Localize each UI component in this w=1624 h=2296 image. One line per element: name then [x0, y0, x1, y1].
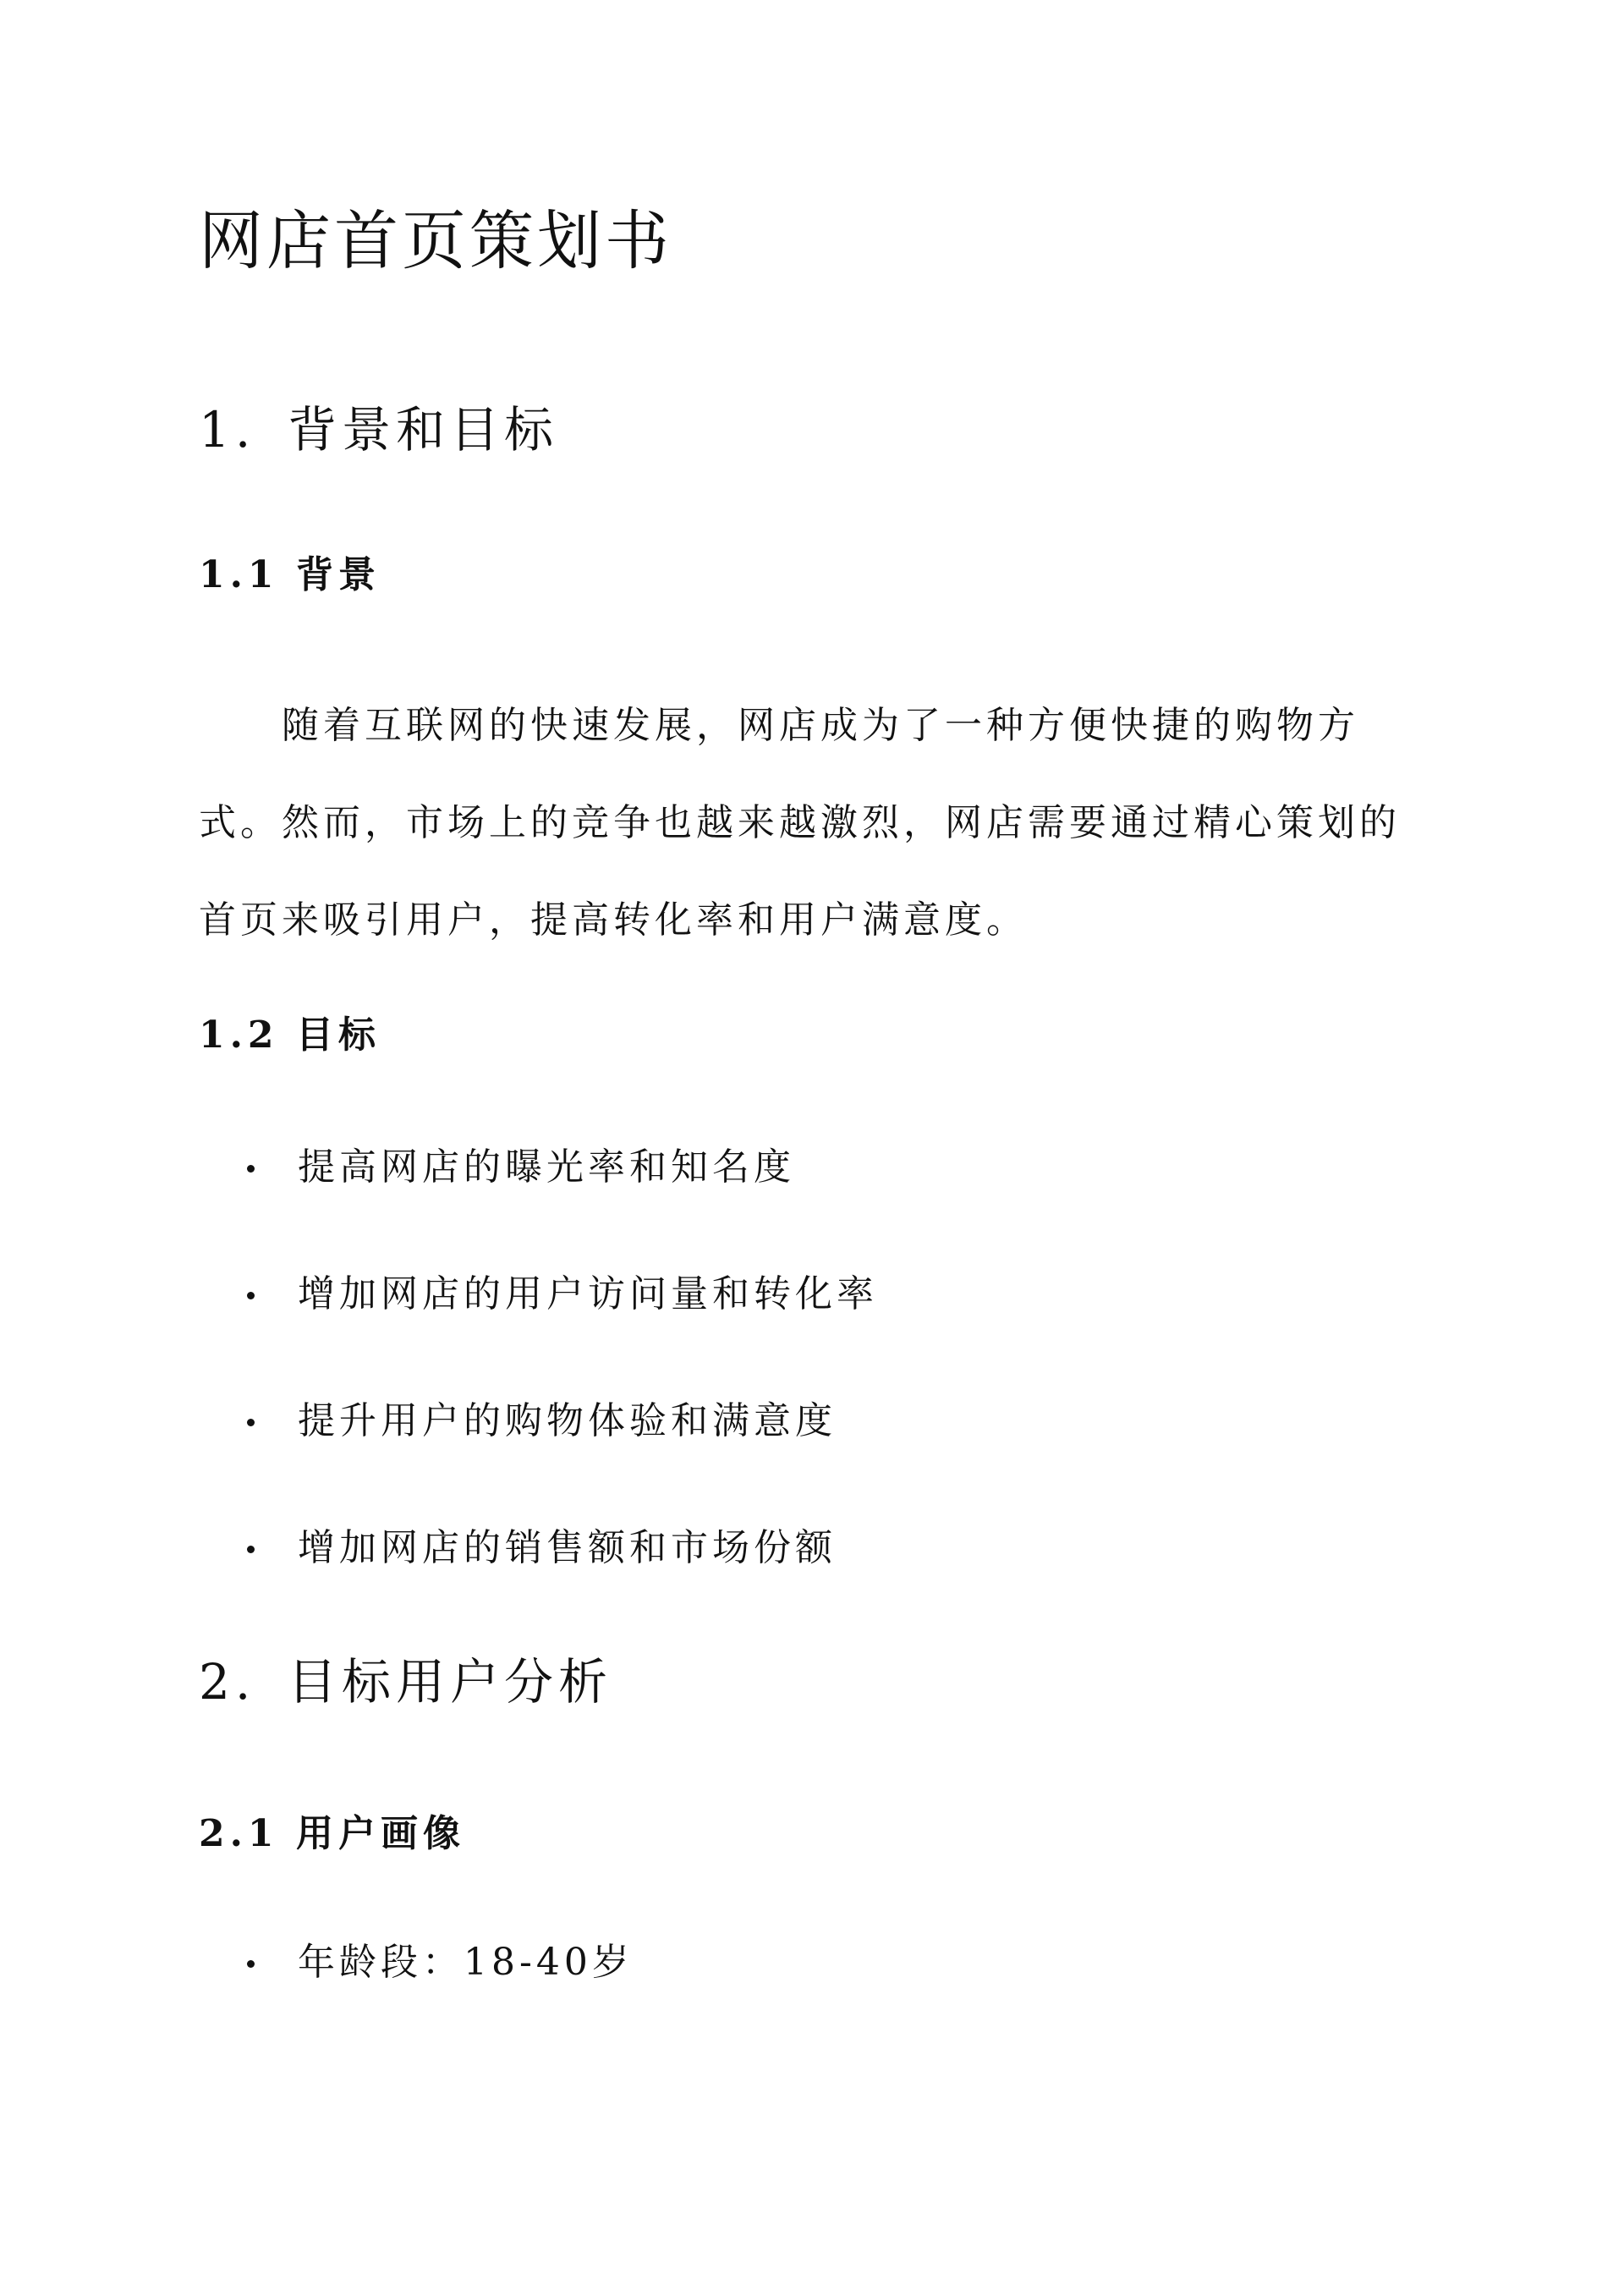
goal-list-item: [247, 1523, 837, 1574]
section-title: 背景和目标: [288, 401, 559, 459]
subsection-number: 1.2: [199, 1013, 279, 1057]
document-title: 网店首页策划书: [199, 203, 672, 278]
section-title: 目标用户分析: [288, 1653, 613, 1711]
subsection-heading-1-2: [199, 1010, 381, 1061]
section-number: 2.: [199, 1653, 256, 1711]
goal-list-item: [247, 1396, 837, 1447]
goal-list-item: [247, 1269, 878, 1320]
subsection-title: 用户画像: [296, 1812, 465, 1855]
list-item-text: 提高网店的曝光率和知名度: [298, 1145, 795, 1189]
bullet-icon: [247, 1960, 255, 1968]
list-item-text: 提升用户的购物体验和满意度: [298, 1399, 837, 1442]
list-item-text: 年龄段：18-40岁: [298, 1941, 634, 1984]
bullet-icon: [247, 1419, 255, 1426]
list-item-text: 增加网店的销售额和市场份额: [298, 1526, 837, 1569]
section-heading-1: [199, 396, 558, 464]
subsection-heading-2-1: [199, 1809, 465, 1859]
persona-list-item: [247, 1937, 634, 1988]
subsection-heading-1-1: [199, 550, 381, 601]
subsection-number: 1.1: [199, 553, 279, 596]
subsection-title: 背景: [296, 553, 381, 596]
goal-list-item: [247, 1142, 795, 1193]
subsection-number: 2.1: [199, 1812, 279, 1855]
bullet-icon: [247, 1546, 255, 1553]
bullet-icon: [247, 1292, 255, 1299]
background-paragraph: 随着互联网的快速发展，网店成为了一种方便快捷的购物方式。然而，市场上的竞争也越来越激烈，网店需要通过精心策划的首页来吸引用户，提高转化率和用户满意度。: [199, 704, 1401, 942]
section-number: 1.: [199, 401, 256, 459]
bullet-icon: [247, 1165, 255, 1173]
subsection-title: 目标: [296, 1013, 381, 1057]
section-heading-2: [199, 1648, 612, 1716]
list-item-text: 增加网店的用户访问量和转化率: [298, 1272, 878, 1316]
